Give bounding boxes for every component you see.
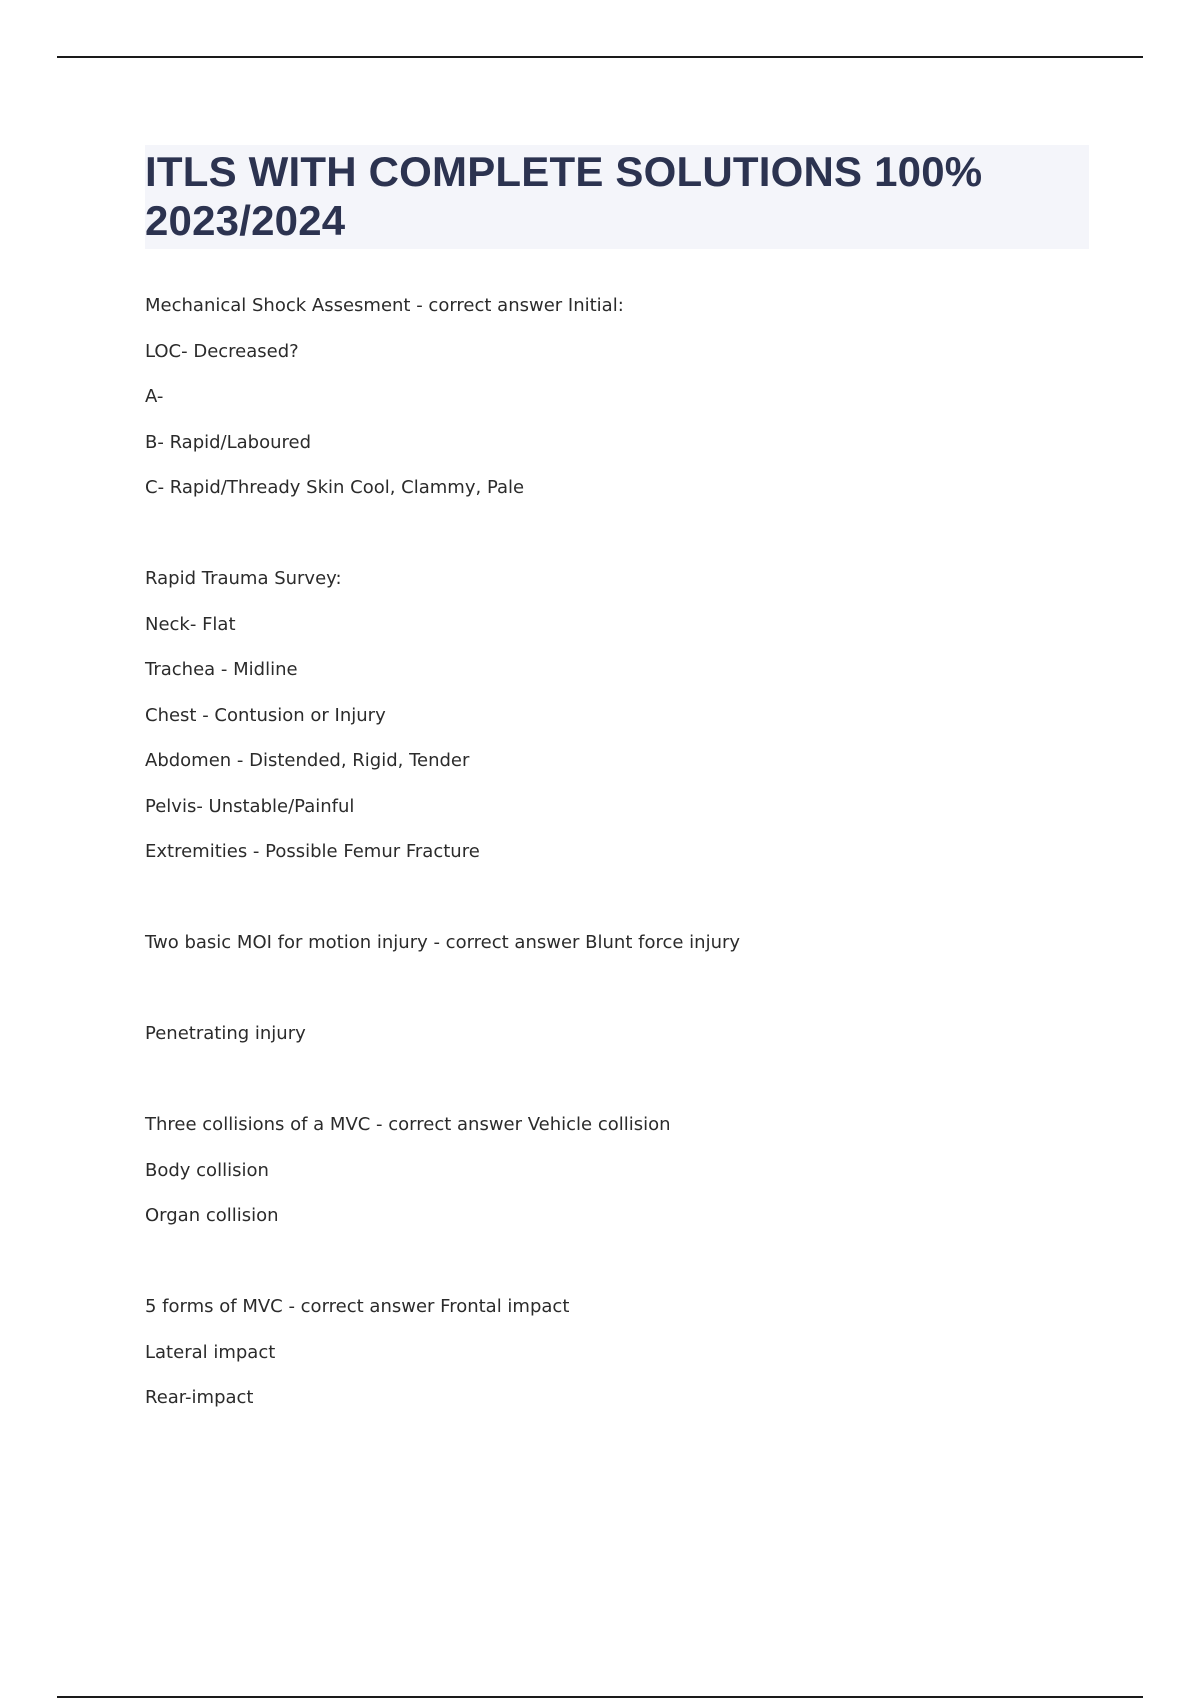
answer-line-body-collision: Body collision	[145, 1160, 269, 1181]
answer-line-organ-collision: Organ collision	[145, 1205, 279, 1226]
question-two-basic-moi: Two basic MOI for motion injury - correct answer Blunt force injury	[145, 932, 741, 953]
document-title	[145, 145, 1089, 249]
title-line-2: 2023/2024	[145, 197, 346, 244]
header-rule	[57, 56, 1143, 58]
answer-line-neck: Neck- Flat	[145, 614, 236, 635]
answer-line-pelvis: Pelvis- Unstable/Painful	[145, 796, 355, 817]
answer-line-loc: LOC- Decreased?	[145, 341, 299, 362]
answer-line-rear-impact: Rear-impact	[145, 1387, 254, 1408]
answer-line-breathing: B- Rapid/Laboured	[145, 432, 312, 453]
footer-rule	[57, 1696, 1143, 1698]
answer-line-chest: Chest - Contusion or Injury	[145, 705, 386, 726]
answer-line-lateral-impact: Lateral impact	[145, 1342, 276, 1363]
answer-line-extremities: Extremities - Possible Femur Fracture	[145, 841, 480, 862]
answer-line-penetrating: Penetrating injury	[145, 1023, 306, 1044]
question-three-collisions: Three collisions of a MVC - correct answer Vehicle collision	[145, 1114, 671, 1135]
answer-line-abdomen: Abdomen - Distended, Rigid, Tender	[145, 750, 470, 771]
answer-line-rapid-trauma: Rapid Trauma Survey:	[145, 568, 342, 589]
question-mechanical-shock: Mechanical Shock Assesment - correct answer Initial:	[145, 295, 624, 316]
title-line-1: ITLS WITH COMPLETE SOLUTIONS 100%	[145, 148, 983, 195]
question-five-forms-mvc: 5 forms of MVC - correct answer Frontal impact	[145, 1296, 570, 1317]
answer-line-airway: A-	[145, 386, 164, 407]
answer-line-trachea: Trachea - Midline	[145, 659, 298, 680]
answer-line-circulation: C- Rapid/Thready Skin Cool, Clammy, Pale	[145, 477, 525, 498]
